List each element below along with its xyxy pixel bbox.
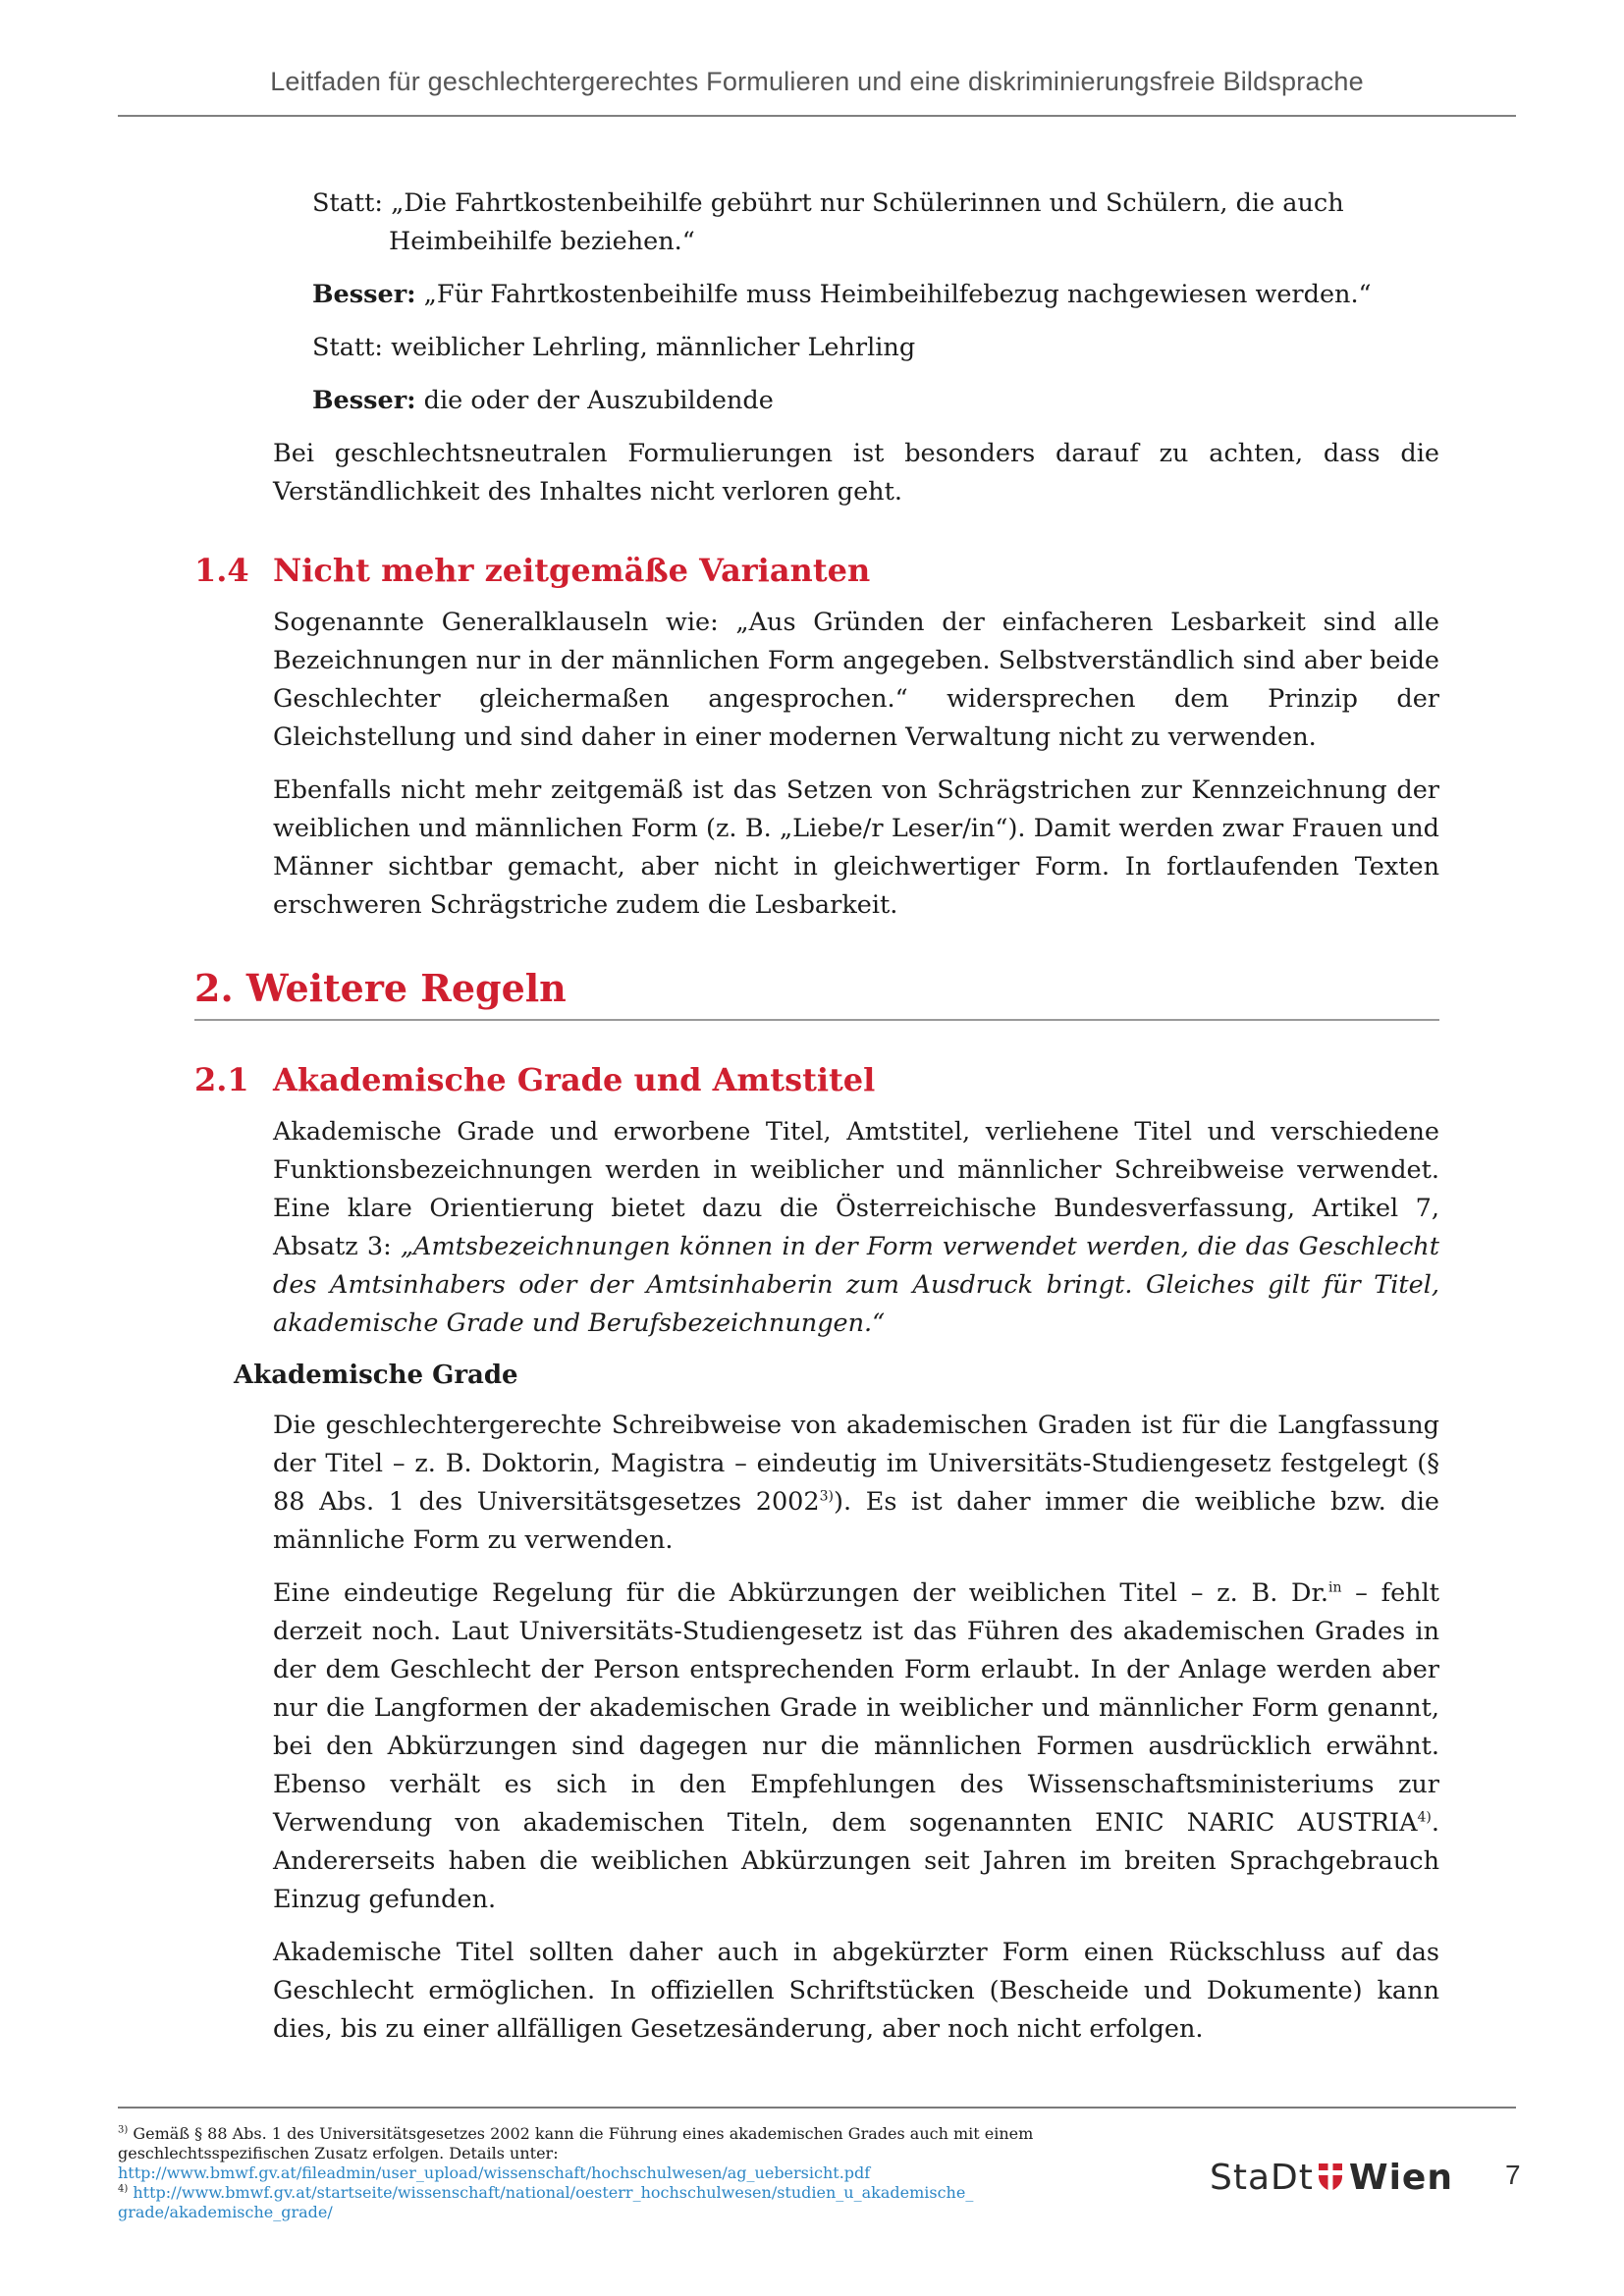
example-text: „Die Fahrtkostenbeihilfe gebührt nur Schülerinnen und Schülern, die auch Heimbeihilfe beziehen.“ bbox=[383, 188, 1344, 256]
section-2-1-paragraph-4: Akademische Titel sollten daher auch in abgekürzter Form einen Rückschluss auf das Geschlecht ermöglichen. In offiziellen Schriftstücken (Bescheide und Dokumente) kann dies, bis zu einer allfälligen Gesetzesänderung, aber noch nicht erfolgen. bbox=[273, 1938, 1439, 2044]
stadt-wien-logo bbox=[1210, 2156, 1455, 2199]
example-text: „Für Fahrtkostenbeihilfe muss Heimbeihilfebezug nachgewiesen werden.“ bbox=[415, 280, 1372, 309]
paragraph-text: Akademische Grade und erworbene Titel, Amtstitel, verliehene Titel und verschiedene Funktionsbezeichnungen werden in weiblicher und männlicher Schreibweise verwendet. Eine klare Orientierung bietet dazu die Österreichische Bundesverfassung, Artikel 7, Absatz 3: bbox=[273, 1117, 1439, 1261]
footnote-marker: 4) bbox=[118, 2183, 129, 2195]
example-statt-2 bbox=[312, 329, 1439, 367]
section-2-1-paragraph-2 bbox=[273, 1407, 1439, 1560]
footnote-4-link-continued[interactable]: grade/akademische_grade/ bbox=[118, 2203, 333, 2221]
intro-paragraph: Bei geschlechtsneutralen Formulierungen ist besonders darauf zu achten, dass die Verständlichkeit des Inhaltes nicht verloren geht. bbox=[273, 439, 1439, 507]
section-1-4-paragraph-2: Ebenfalls nicht mehr zeitgemäß ist das Setzen von Schrägstrichen zur Kennzeichnung der weiblichen und männlichen Form (z. B. „Liebe/r Leser/in“). Damit werden zwar Frauen und Männer sichtbar gemacht, aber nicht in gleichwertiger Form. In fortlaufenden Texten erschweren Schrägstriche zudem die Lesbarkeit. bbox=[273, 775, 1439, 920]
section-2-1-heading bbox=[194, 1060, 1439, 1099]
section-2-heading: 2. Weitere Regeln bbox=[194, 966, 1439, 1021]
section-1-4-paragraph-1: Sogenannte Generalklauseln wie: „Aus Gründen der einfacheren Lesbarkeit sind alle Bezeichnungen nur in der männlichen Form angegeben. Selbstverständlich sind aber beide Geschlechter gleichermaßen angesprochen.“ widersprechen dem Prinzip der Gleichstellung und sind daher in einer modernen Verwaltung nicht zu verwenden. bbox=[273, 608, 1439, 752]
footnote-rule bbox=[118, 2107, 1516, 2109]
example-statt-1 bbox=[312, 185, 1439, 261]
example-besser-1 bbox=[312, 276, 1439, 314]
constitution-quote: „Amtsbezeichnungen können in der Form verwendet werden, die das Geschlecht des Amtsinhabers oder der Amtsinhaberin zum Ausdruck bringt. Gleiches gilt für Titel, akademische Grade und Berufsbezeichnungen.“ bbox=[273, 1232, 1439, 1338]
footnote-text: Gemäß § 88 Abs. 1 des Universitätsgesetzes 2002 kann die Führung eines akademischen Grades auch mit einem geschlechtsspezifischen Zusatz erfolgen. Details unter: bbox=[118, 2124, 1034, 2163]
section-title: Nicht mehr zeitgemäße Varianten bbox=[273, 552, 871, 589]
section-2-1-paragraph-3 bbox=[273, 1575, 1439, 1919]
example-prefix: Besser: bbox=[312, 386, 416, 415]
section-number: 2.1 bbox=[194, 1061, 249, 1098]
paragraph-text: ). Es ist daher immer die weibliche bzw. die männliche Form zu verwenden. bbox=[273, 1487, 1439, 1555]
footnote-3 bbox=[118, 2124, 1159, 2183]
footnote-4 bbox=[118, 2183, 1159, 2222]
logo-text-stadt: StaDt bbox=[1210, 2157, 1314, 2198]
subheading-akademische-grade: Akademische Grade bbox=[234, 1361, 518, 1390]
running-header-title: Leitfaden für geschlechtergerechtes Formulieren und eine diskriminierungsfreie Bildsprache bbox=[270, 67, 1364, 96]
footnote-3-link[interactable]: http://www.bmwf.gv.at/fileadmin/user_upload/wissenschaft/hochschulwesen/ag_uebersicht.pdf bbox=[118, 2163, 871, 2182]
example-prefix: Besser: bbox=[312, 280, 416, 309]
footnote-ref-3[interactable]: 3) bbox=[819, 1488, 834, 1505]
example-prefix: Statt: bbox=[312, 188, 384, 218]
page-number: 7 bbox=[1505, 2160, 1521, 2190]
example-besser-2 bbox=[312, 382, 1439, 420]
section-2-1-paragraph-1 bbox=[273, 1113, 1439, 1343]
section-title: Akademische Grade und Amtstitel bbox=[273, 1061, 876, 1098]
page-body bbox=[194, 185, 1439, 2063]
paragraph-text: Die geschlechtergerechte Schreibweise von akademischen Graden ist für die Langfassung der Titel – z. B. Doktorin, Magistra – eindeutig im Universitäts-Studiengesetz festgelegt (§ 88 Abs. 1 des Universitätsgesetzes 2002 bbox=[273, 1411, 1439, 1517]
section-number: 1.4 bbox=[194, 552, 249, 589]
paragraph-text: . Andererseits haben die weiblichen Abkürzungen seit Jahren im breiten Sprachgebrauch Einzug gefunden. bbox=[273, 1808, 1439, 1914]
header-rule bbox=[118, 115, 1516, 117]
section-1-4-heading bbox=[194, 551, 1439, 590]
paragraph-text: Eine eindeutige Regelung für die Abkürzungen der weiblichen Titel – z. B. Dr. bbox=[273, 1578, 1328, 1608]
footnotes bbox=[118, 2124, 1159, 2222]
footnote-4-link[interactable]: http://www.bmwf.gv.at/startseite/wissenschaft/national/oesterr_hochschulwesen/studien_u_akademische_ bbox=[128, 2183, 974, 2202]
footnote-ref-4[interactable]: 4) bbox=[1417, 1809, 1432, 1826]
superscript-in: in bbox=[1327, 1579, 1342, 1596]
vienna-shield-icon bbox=[1318, 2163, 1343, 2192]
example-prefix: Statt: bbox=[312, 333, 384, 362]
paragraph-text: – fehlt derzeit noch. Laut Universitäts-Studiengesetz ist das Führen des akademischen Grades in der dem Geschlecht der Person entsprechenden Form erlaubt. In der Anlage werden aber nur die Langformen der akademischen Grade in weiblicher und männlicher Form genannt, bei den Abkürzungen sind dagegen nur die männlichen Formen ausdrücklich erwähnt. Ebenso verhält es sich in den Empfehlungen des Wissenschaftsministeriums zur Verwendung von akademischen Titeln, dem sogenannten ENIC NARIC AUSTRIA bbox=[273, 1578, 1439, 1838]
logo-text-wien: Wien bbox=[1348, 2157, 1453, 2198]
footnote-marker: 3) bbox=[118, 2124, 129, 2136]
example-text: die oder der Auszubildende bbox=[415, 386, 774, 415]
example-text: weiblicher Lehrling, männlicher Lehrling bbox=[383, 333, 916, 362]
